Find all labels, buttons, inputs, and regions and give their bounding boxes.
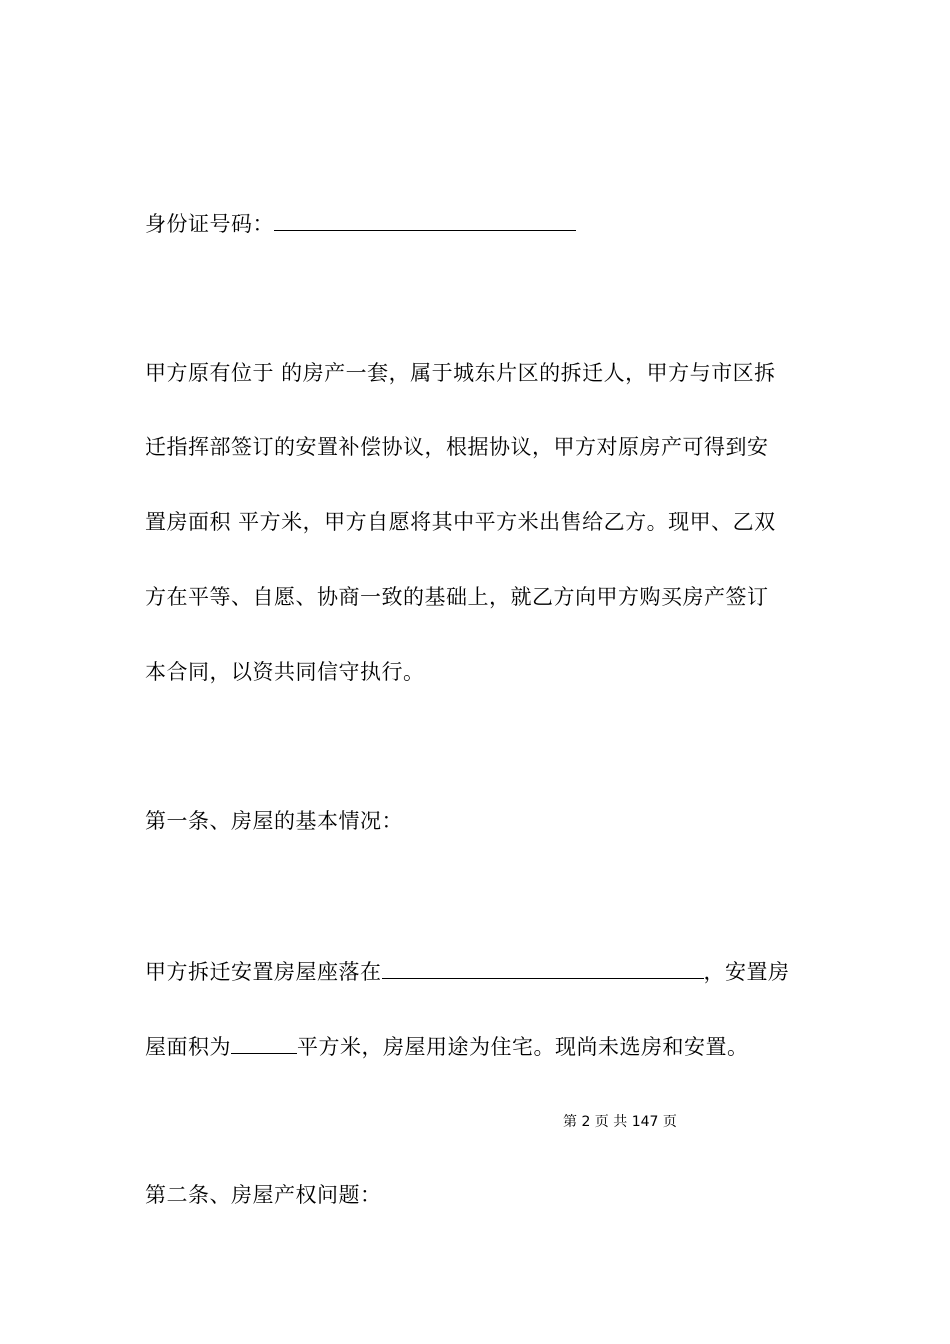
article2-heading: 第二条、房屋产权问题： bbox=[145, 1183, 382, 1207]
intro-line-3: 置房面积 平方米，甲方自愿将其中平方米出售给乙方。现甲、乙双 bbox=[145, 510, 776, 534]
intro-line-1: 甲方原有位于 的房产一套，属于城东片区的拆迁人，甲方与市区拆 bbox=[145, 361, 776, 385]
intro-line-4: 方在平等、自愿、协商一致的基础上，就乙方向甲方购买房产签订 bbox=[145, 585, 769, 609]
id-number-label: 身份证号码： bbox=[145, 212, 274, 236]
intro-line-5: 本合同，以资共同信守执行。 bbox=[145, 660, 425, 684]
area-blank bbox=[231, 1031, 297, 1054]
location-prefix: 甲方拆迁安置房屋座落在 bbox=[145, 960, 382, 984]
location-suffix: ，安置房 bbox=[703, 960, 790, 984]
article1-heading: 第一条、房屋的基本情况： bbox=[145, 809, 403, 833]
page-number: 第 2 页 共 147 页 bbox=[563, 1114, 677, 1130]
id-number-field bbox=[145, 208, 576, 238]
intro-line-2: 迁指挥部签订的安置补偿协议，根据协议，甲方对原房产可得到安 bbox=[145, 435, 769, 459]
article1-location-line bbox=[145, 956, 790, 986]
id-number-blank bbox=[274, 208, 576, 231]
article1-area-line bbox=[145, 1031, 749, 1061]
location-blank bbox=[382, 956, 704, 979]
area-prefix: 屋面积为 bbox=[145, 1035, 231, 1059]
area-suffix: 平方米，房屋用途为住宅。现尚未选房和安置。 bbox=[297, 1035, 749, 1059]
